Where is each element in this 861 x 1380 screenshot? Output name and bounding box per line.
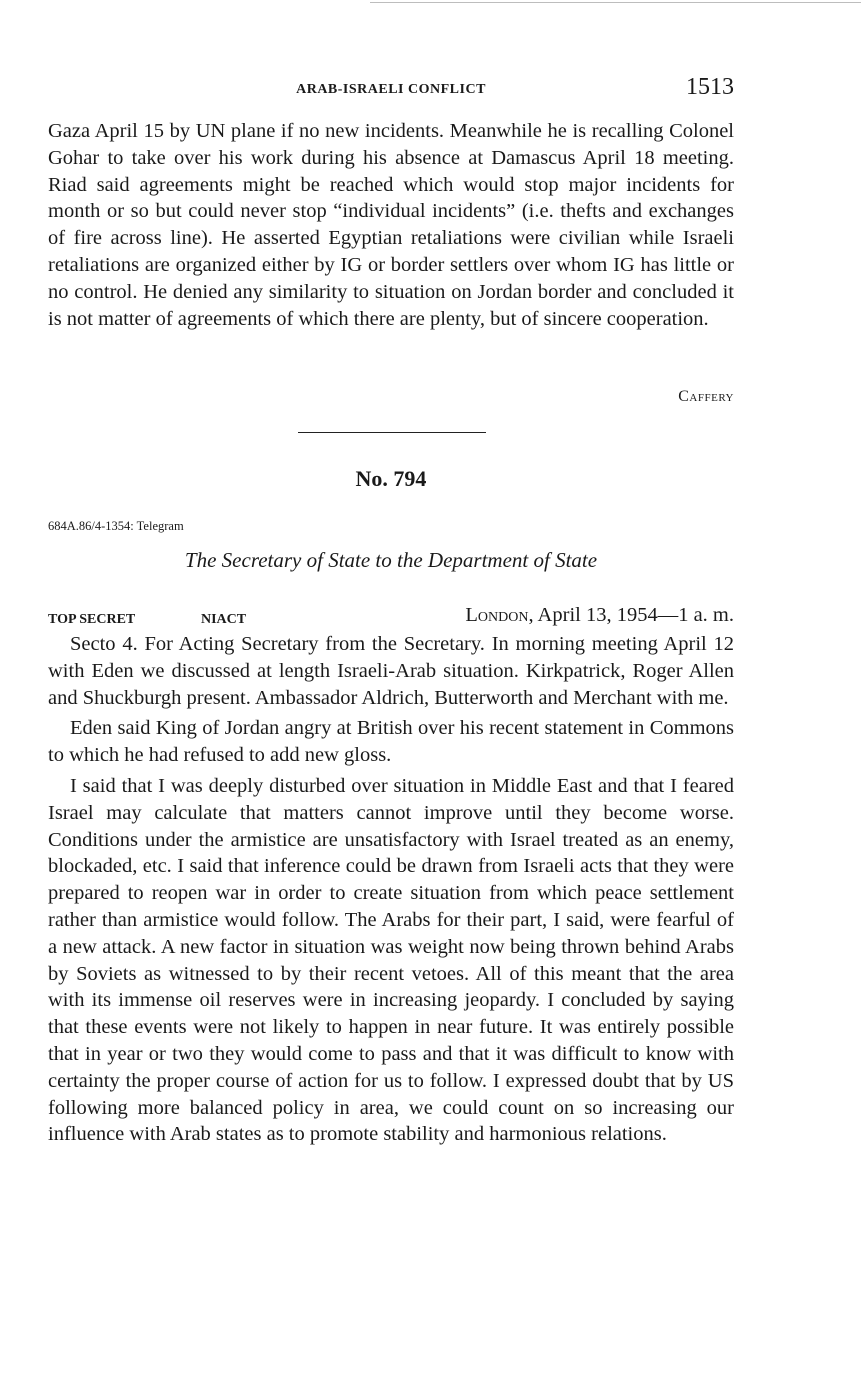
- body-paragraph: I said that I was deeply disturbed over situation in Middle East and that I feared Israel may calculate that matters cannot improve until they become worse. Conditions under the armistice are unsatisfactory with Israel treated as an enemy, blockaded, etc. I said that inference could be drawn from Israeli acts that they were prepared to reopen war in order to create situation from which peace settlement rather than armistice would follow. The Arabs for their part, I said, were fearful of a new attack. A new factor in situation was weight now being thrown behind Arabs by Soviets as witnessed to by their recent vetoes. All of this meant that the area with its immense oil reserves were in increasing jeopardy. I concluded by saying that these events were not likely to happen in near future. It was entirely possible that in year or two they would come to pass and that it was difficult to know with certainty the proper course of action for us to follow. I expressed doubt that by US following more balanced policy in area, we could count on so increasing our influence with Arab states as to promote stability and harmonious relations.: [48, 774, 734, 1146]
- body-paragraph: Eden said King of Jordan angry at British over his recent statement in Commons to which he had refused to add new gloss.: [48, 717, 734, 767]
- telegram-header: [48, 604, 734, 632]
- dateline: [465, 604, 734, 627]
- signature: Caffery: [678, 388, 734, 405]
- telegram-body: [48, 631, 734, 1148]
- classification-label: TOP SECRET: [48, 612, 136, 627]
- file-reference: 684A.86/4-1354: Telegram: [48, 519, 184, 533]
- dateline-date: , April 13, 1954—1 a. m.: [528, 604, 734, 626]
- running-head: [48, 74, 734, 104]
- body-paragraph: Secto 4. For Acting Secretary from the Secretary. In morning meeting April 12 with Eden we discussed at length Israeli-Arab situation. Kirkpatrick, Roger Allen and Shuckburgh present. Ambassador Aldrich, Butterworth and Merchant with me.: [48, 633, 734, 709]
- continuation-paragraph: Gaza April 15 by UN plane if no new incidents. Meanwhile he is recalling Colonel Gohar to take over his work during his absence at Damascus April 18 meeting. Riad said agreements might be reached which would stop major incidents for month or so but could never stop “individual incidents” (i.e. thefts and exchanges of fire across line). He asserted Egyptian retaliations were civilian while Israeli retaliations are organized either by IG or border settlers over whom IG has little or no control. He denied any similarity to situation on Jordan border and concluded it is not matter of agreements of which there are plenty, but of sincere cooperation.: [48, 120, 734, 330]
- precedence-label: NIACT: [201, 612, 247, 627]
- document-number: No. 794: [355, 466, 427, 491]
- top-edge-rule: [370, 2, 861, 3]
- document-title: The Secretary of State to the Department of State: [184, 548, 598, 572]
- page-number: 1513: [686, 74, 734, 100]
- running-head-title: ARAB-ISRAELI CONFLICT: [296, 82, 486, 97]
- dateline-city: London: [465, 604, 529, 626]
- section-divider: [298, 432, 486, 433]
